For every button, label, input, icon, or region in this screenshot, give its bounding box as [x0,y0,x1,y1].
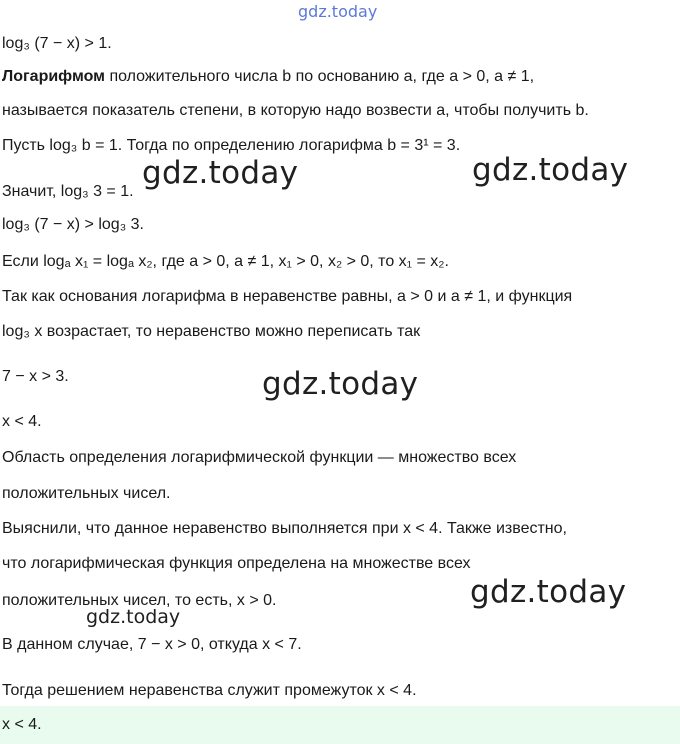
line-17: В данном случае, 7 − x > 0, откуда x < 7. [2,636,302,653]
line-2-rest: положительного числа b по основанию a, где a > 0, a ≠ 1, [109,68,535,85]
line-15: что логарифмическая функция определена на множестве всех [2,555,471,572]
line-12: Область определения логарифмической функции — множество всех [2,449,517,466]
watermark-2: gdz.today [472,152,629,188]
term-logarithm: Логарифмом [2,68,105,85]
watermark-top: gdz.today [298,2,378,21]
line-2 [2,66,534,88]
line-11: x < 4. [2,413,42,430]
line-16: положительных чисел, то есть, x > 0. [2,592,277,609]
watermark-3: gdz.today [262,366,419,402]
line-14: Выяснили, что данное неравенство выполняется при x < 4. Также известно, [2,520,567,537]
line-1: log₃ (7 − x) > 1. [2,35,112,52]
line-18: Тогда решением неравенства служит промежуток x < 4. [2,682,417,699]
line-7: Если logₐ x₁ = logₐ x₂, где a > 0, a ≠ 1, x₁ > 0, x₂ > 0, то x₁ = x₂. [2,253,449,270]
line-8: Так как основания логарифма в неравенстве равны, a > 0 и a ≠ 1, и функция [2,288,573,305]
line-3: называется показатель степени, в которую надо возвести a, чтобы получить b. [2,102,589,119]
line-13: положительных чисел. [2,485,171,502]
watermark-4: gdz.today [470,574,627,610]
line-5: Значит, log₃ 3 = 1. [2,183,134,200]
answer-text: x < 4. [2,716,42,733]
line-4: Пусть log₃ b = 1. Тогда по определению логарифма b = 3¹ = 3. [2,137,461,154]
line-10: 7 − x > 3. [2,368,69,385]
watermark-5: gdz.today [86,606,181,628]
watermark-1: gdz.today [142,155,299,191]
line-6: log₃ (7 − x) > log₃ 3. [2,216,144,233]
answer-box [0,706,680,744]
line-9: log₃ x возрастает, то неравенство можно переписать так [2,323,421,340]
